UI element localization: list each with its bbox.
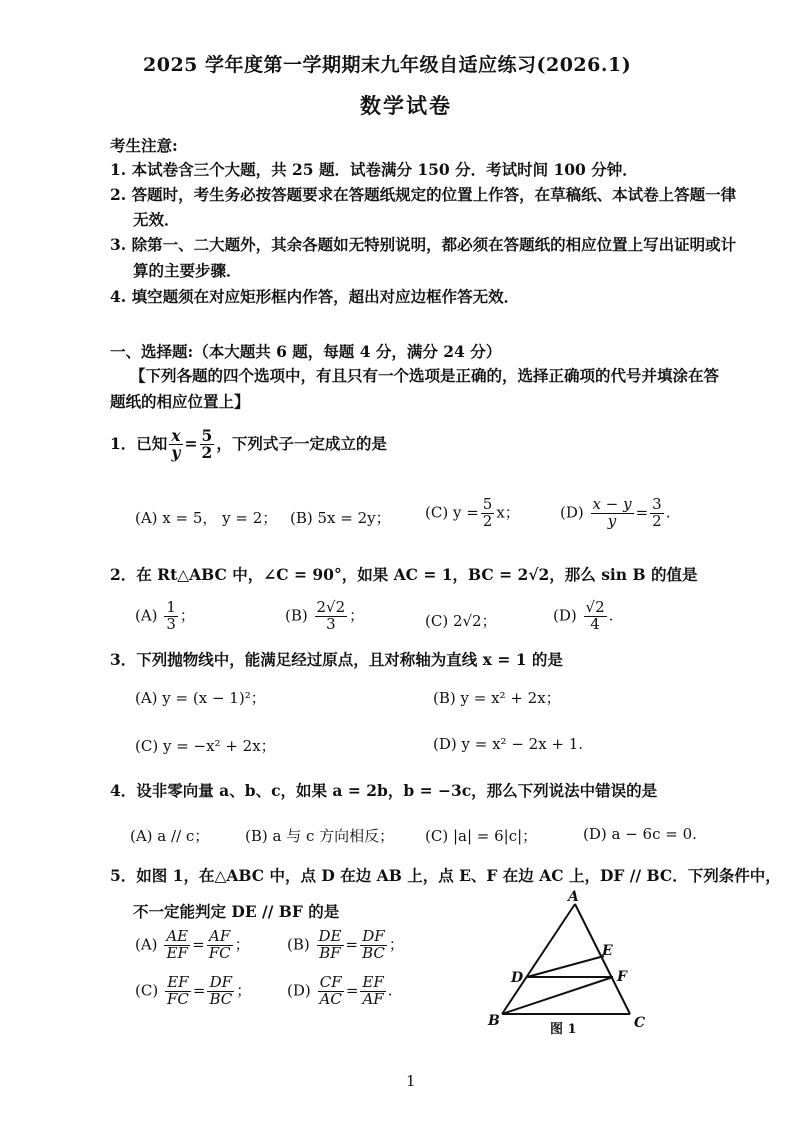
q4-option-d: (D) a − 6c = 0. [583,825,697,843]
section-instruction: 题纸的相应位置上】 [110,392,250,411]
label-d: D [511,970,524,986]
label-b: B [488,1013,500,1029]
edge-ac [575,904,630,1014]
q5-option-d: (D) $\frac{CF}{AC}$ = $\frac{EF}{AF}$ . [287,973,393,1008]
section-heading: 一、选择题:（本大题共 6 题，每题 4 分，满分 24 分） [110,342,502,361]
page-title: 2025 学年度第一学期期末九年级自适应练习(2026.1) [143,54,632,76]
q2-option-a: (A) $\frac{1}{3}$ ； [135,598,195,633]
label-c: C [634,1015,646,1031]
q3-option-a: (A) y = (x − 1)²； [135,689,266,707]
q5-option-a: (A) $\frac{AE}{EF}$ = $\frac{AF}{FC}$ ； [135,927,250,962]
q1-option-b: (B) 5x = 2y； [290,509,391,527]
figure-caption: 图 1 [550,1022,577,1037]
q2-option-d: (D) $\frac{√2}{4}$ . [553,598,614,633]
question-3-stem: 3．下列抛物线中，能满足经过原点，且对称轴为直线 x = 1 的是 [110,650,563,669]
label-e: E [602,943,613,959]
q3-option-b: (B) y = x² + 2x； [433,689,561,707]
notice-item: 1. 本试卷含三个大题，共 25 题．试卷满分 150 分．考试时间 100 分钟． [110,160,638,179]
question-5-stem: 不一定能判定 DE // BF 的是 [133,902,340,921]
notice-item: 3. 除第一、二大题外，其余各题如无特别说明，都必须在答题纸的相应位置上写出证明或计 [110,235,737,254]
section-instruction: 【下列各题的四个选项中，有且只有一个选项是正确的，选择正确项的代号并填涂在答 [130,366,720,385]
notice-item: 算的主要步骤． [133,261,242,280]
label-a: A [568,889,579,905]
q1-option-c: (C) y = $\frac{5}{2}$ x； [425,495,520,530]
q4-option-a: (A) a // c； [130,827,210,845]
q5-option-b: (B) $\frac{DE}{BF}$ = $\frac{DF}{BC}$ ； [287,927,404,962]
notice-heading: 考生注意: [110,136,178,155]
question-5-stem: 5．如图 1，在△ABC 中，点 D 在边 AB 上，点 E、F 在边 AC 上，DF // BC．下列条件中， [110,866,781,885]
q4-option-b: (B) a 与 c 方向相反； [245,827,395,845]
notice-item: 无效． [133,210,180,229]
q1-option-d: (D) $\frac{x - y}{y}$ = $\frac{3}{2}$ . [560,495,671,530]
question-2-stem: 2．在 Rt△ABC 中，∠C = 90°，如果 AC = 1，BC = 2√2，那么 sin B 的值是 [110,565,698,584]
notice-item: 4. 填空题须在对应矩形框内作答，超出对应边框作答无效． [110,287,520,306]
notice-item: 2. 答题时，考生务必按答题要求在答题纸规定的位置上作答，在草稿纸、本试卷上答题一律 [110,185,737,204]
question-4-stem: 4．设非零向量 a、b、c，如果 a = 2b，b = −3c，那么下列说法中错误的是 [110,781,658,800]
q1-option-a: (A) x = 5， y = 2； [135,509,278,527]
q2-option-c: (C) 2√2； [425,612,497,630]
q3-option-d: (D) y = x² − 2x + 1. [433,735,584,753]
figure-1-triangle [480,888,660,1048]
q4-option-c: (C) |a| = 6|c|； [425,827,538,845]
q5-option-c: (C) $\frac{EF}{FC}$ = $\frac{DF}{BC}$ ； [135,973,252,1008]
label-f: F [617,969,627,985]
page-subtitle: 数学试卷 [360,93,452,118]
q3-option-c: (C) y = −x² + 2x； [135,737,276,755]
page-number: 1 [406,1072,416,1090]
edge-ab [502,904,575,1014]
question-1-stem: 1．已知 $\frac{x}{y}$ = $\frac{5}{2}$ ，下列式子一定成立的是 [110,426,387,463]
q2-option-b: (B) $\frac{2√2}{3}$ ； [285,598,365,633]
